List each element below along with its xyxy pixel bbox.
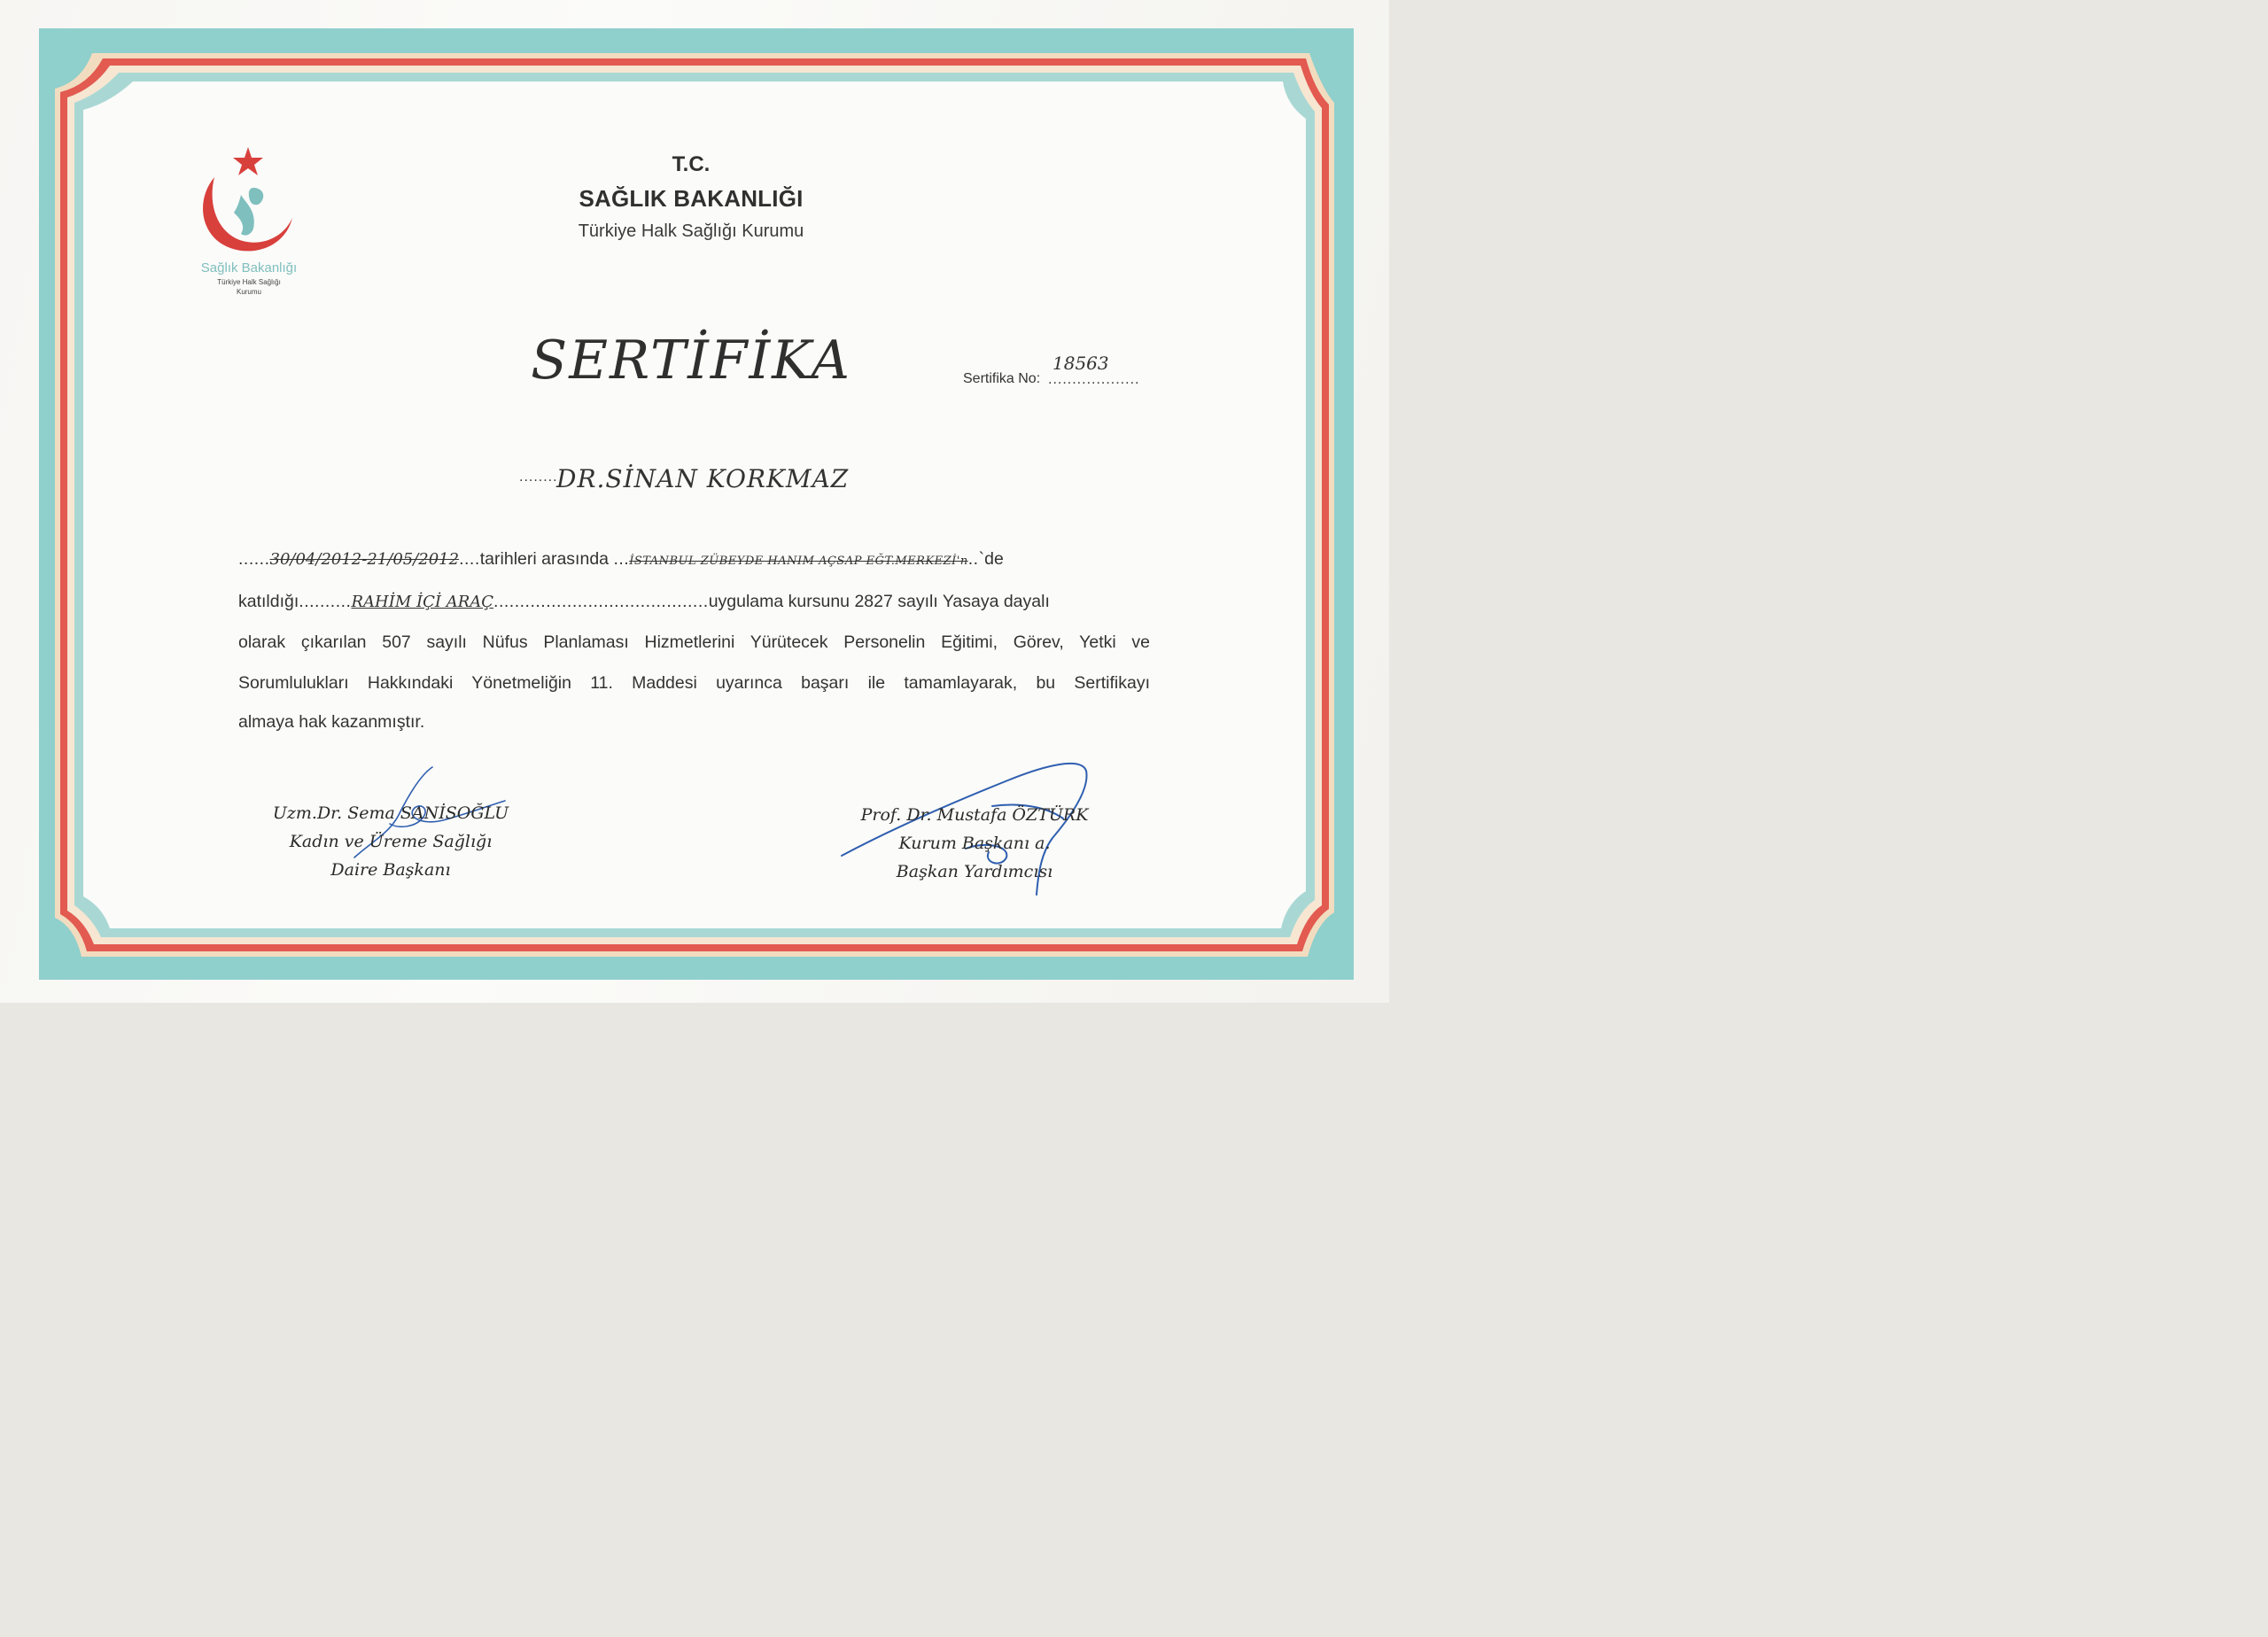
body-text: katıldığı: [238, 592, 299, 611]
logo-title: Sağlık Bakanlığı: [200, 260, 298, 275]
person-figure-icon: [234, 188, 263, 236]
body-text: uygulama kursunu 2827 sayılı Yasaya dayalı: [708, 592, 1050, 611]
header-institute: Türkiye Halk Sağlığı Kurumu: [578, 221, 804, 241]
signatory-left-title2: Daire Başkanı: [330, 860, 451, 880]
dots: ..: [967, 549, 979, 569]
signatory-right-title1: Kurum Başkanı a.: [898, 834, 1051, 853]
logo-subtitle-line1: Türkiye Halk Sağlığı: [217, 278, 281, 286]
certificate-title: SERTİFİKA: [531, 330, 851, 392]
dots: .........................................: [493, 592, 709, 611]
star-icon: [233, 147, 263, 175]
course-name: RAHİM İÇİ ARAÇ: [351, 593, 494, 611]
certificate-number: 18563: [1052, 353, 1109, 374]
dots: ......: [238, 549, 270, 569]
signatory-right-title2: Başkan Yardımcısı: [896, 862, 1053, 881]
body-line-1: [238, 549, 1150, 570]
body-line-4: Sorumlulukları Hakkındaki Yönetmeliğin 11. Maddesi uyarınca başarı ile tamamlayarak, bu Sertifikayı: [238, 673, 1150, 693]
body-text: `de: [978, 549, 1004, 569]
dots: ...: [613, 549, 630, 569]
signatory-left-name: Uzm.Dr. Sema SANİSOĞLU: [272, 803, 509, 823]
training-dates: 30/04/2012-21/05/2012: [269, 550, 460, 569]
signatory-right-name: Prof. Dr. Mustafa ÖZTÜRK: [860, 805, 1089, 825]
body-line-5: almaya hak kazanmıştır.: [238, 712, 425, 732]
body-line-2: [238, 592, 1150, 612]
dots: ..........: [299, 592, 352, 611]
body-text: tarihleri arasında: [479, 549, 610, 569]
signatory-left-title1: Kadın ve Üreme Sağlığı: [289, 832, 493, 851]
signatory-left: [253, 799, 528, 884]
certificate-number-dots: ...................: [1048, 372, 1140, 387]
dots: ....: [459, 549, 480, 569]
body-line-3: olarak çıkarılan 507 sayılı Nüfus Planlaması Hizmetlerini Yürütecek Personelin Eğitimi, Görev, Yetki ve: [238, 632, 1150, 652]
signatory-right: [842, 801, 1107, 886]
recipient-dots: ........: [519, 469, 558, 485]
header-tc: T.C.: [672, 152, 711, 176]
training-venue: İSTANBUL ZÜBEYDE HANIM AÇSAP EĞT.MERKEZİ'n: [629, 555, 968, 568]
recipient-name: DR.SİNAN KORKMAZ: [556, 464, 850, 493]
certificate-number-label: Sertifika No:: [963, 371, 1041, 386]
logo-subtitle-line2: Kurumu: [236, 288, 261, 296]
header-ministry: SAĞLIK BAKANLIĞI: [579, 185, 804, 212]
